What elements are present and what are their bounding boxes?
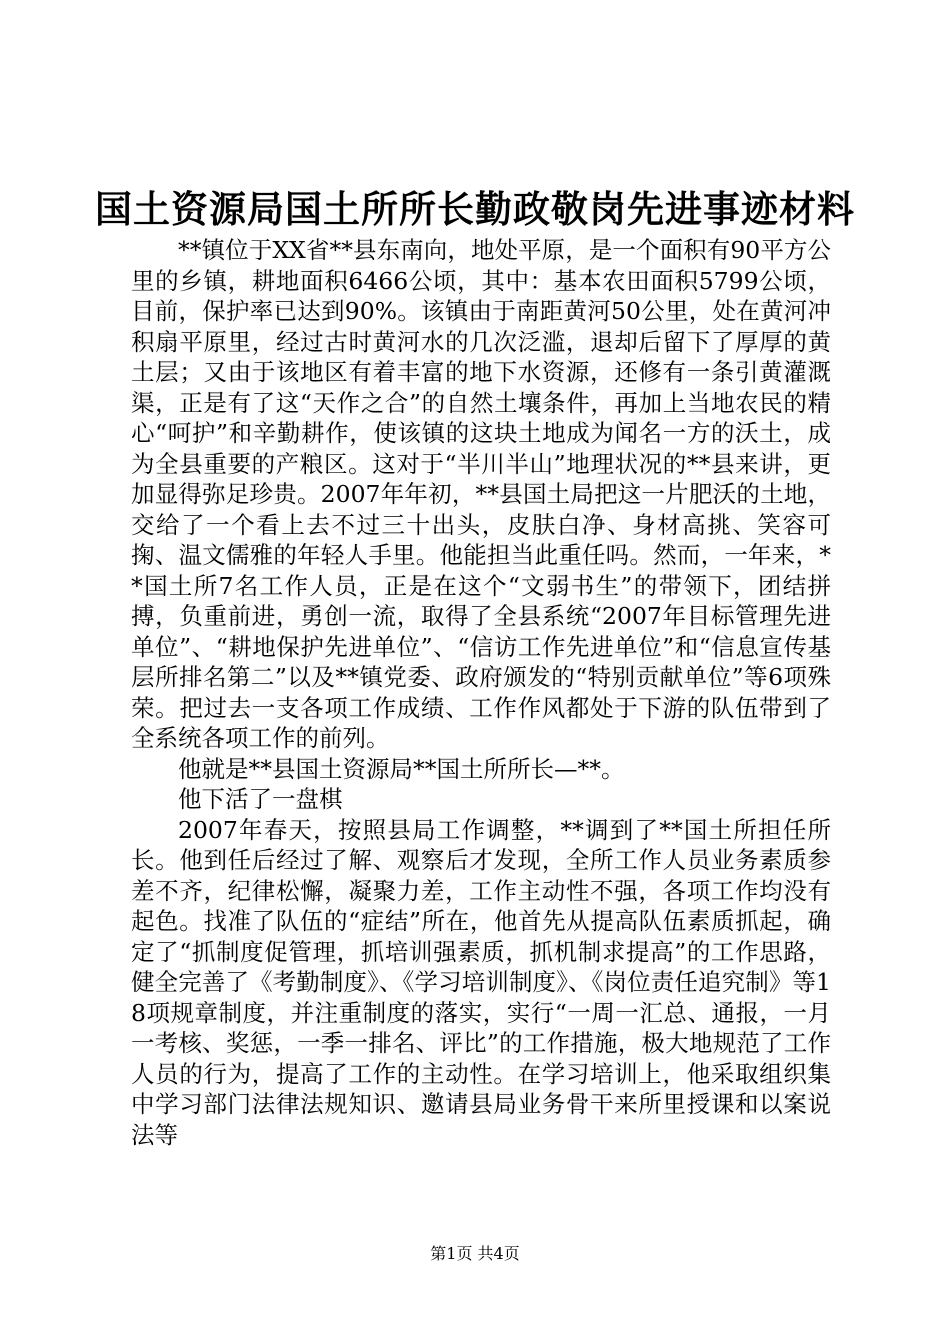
section-heading: 他下活了一盘棋 [178, 785, 343, 813]
document-body [131, 235, 831, 1150]
paragraph-spring-2007: 2007年春天，按照县局工作调整，**调到了**国土所担任所长。他到任后经过了解、观察后才发现，全所工作人员业务素质参差不齐，纪律松懈，凝聚力差，工作主动性不强，各项工作均没有起色。找准了队伍的“症结”所在，他首先从提高队伍素质抓起，确定了“抓制度促管理，抓培训强素质，抓机制求提高”的工作思路，健全完善了《考勤制度》、《学习培训制度》、《岗位责任追究制》等18项规章制度，并注重制度的落实，实行“一周一汇总、通报，一月一考核、奖惩，一季一排名、评比”的工作措施，极大地规范了工作人员的行为，提高了工作的主动性。在学习培训上，他采取组织集中学习部门法律法规知识、邀请县局业务骨干来所里授课和以案说法等 [131, 815, 831, 1149]
paragraph-intro: **镇位于XX省**县东南向，地处平原，是一个面积有90平方公里的乡镇，耕地面积6466公顷，其中：基本农田面积5799公顷，目前，保护率已达到90%。该镇由于南距黄河50公里，处在黄河冲积扇平原里，经过古时黄河水的几次泛滥，退却后留下了厚厚的黄土层；又由于该地区有着丰富的地下水资源，还修有一条引黄灌溉渠，正是有了这“天作之合”的自然土壤条件，再加上当地农民的精心“呵护”和辛勤耕作，使该镇的这块土地成为闻名一方的沃土，成为全县重要的产粮区。这对于“半川半山”地理状况的**县来讲，更加显得弥足珍贵。2007年年初，**县国土局把这一片肥沃的土地，交给了一个看上去不过三十出头，皮肤白净、身材高挑、笑容可掬、温文儒雅的年轻人手里。他能担当此重任吗。然而，一年来，**国土所7名工作人员，正是在这个“文弱书生”的带领下，团结拼搏，负重前进，勇创一流，取得了全县系统“2007年目标管理先进单位”、“耕地保护先进单位”、“信访工作先进单位”和“信息宣传基层所排名第二”以及**镇党委、政府颁发的“特别贡献单位”等6项殊荣。把过去一支各项工作成绩、工作作风都处于下游的队伍带到了全系统各项工作的前列。 [131, 236, 831, 752]
document-title: 国土资源局国土所所长勤政敬岗先进事迹材料 [95, 187, 855, 231]
page-footer: 第1页 共4页 [430, 1244, 520, 1263]
paragraph-identity: 他就是**县国土资源局**国土所所长—**。 [178, 754, 625, 783]
